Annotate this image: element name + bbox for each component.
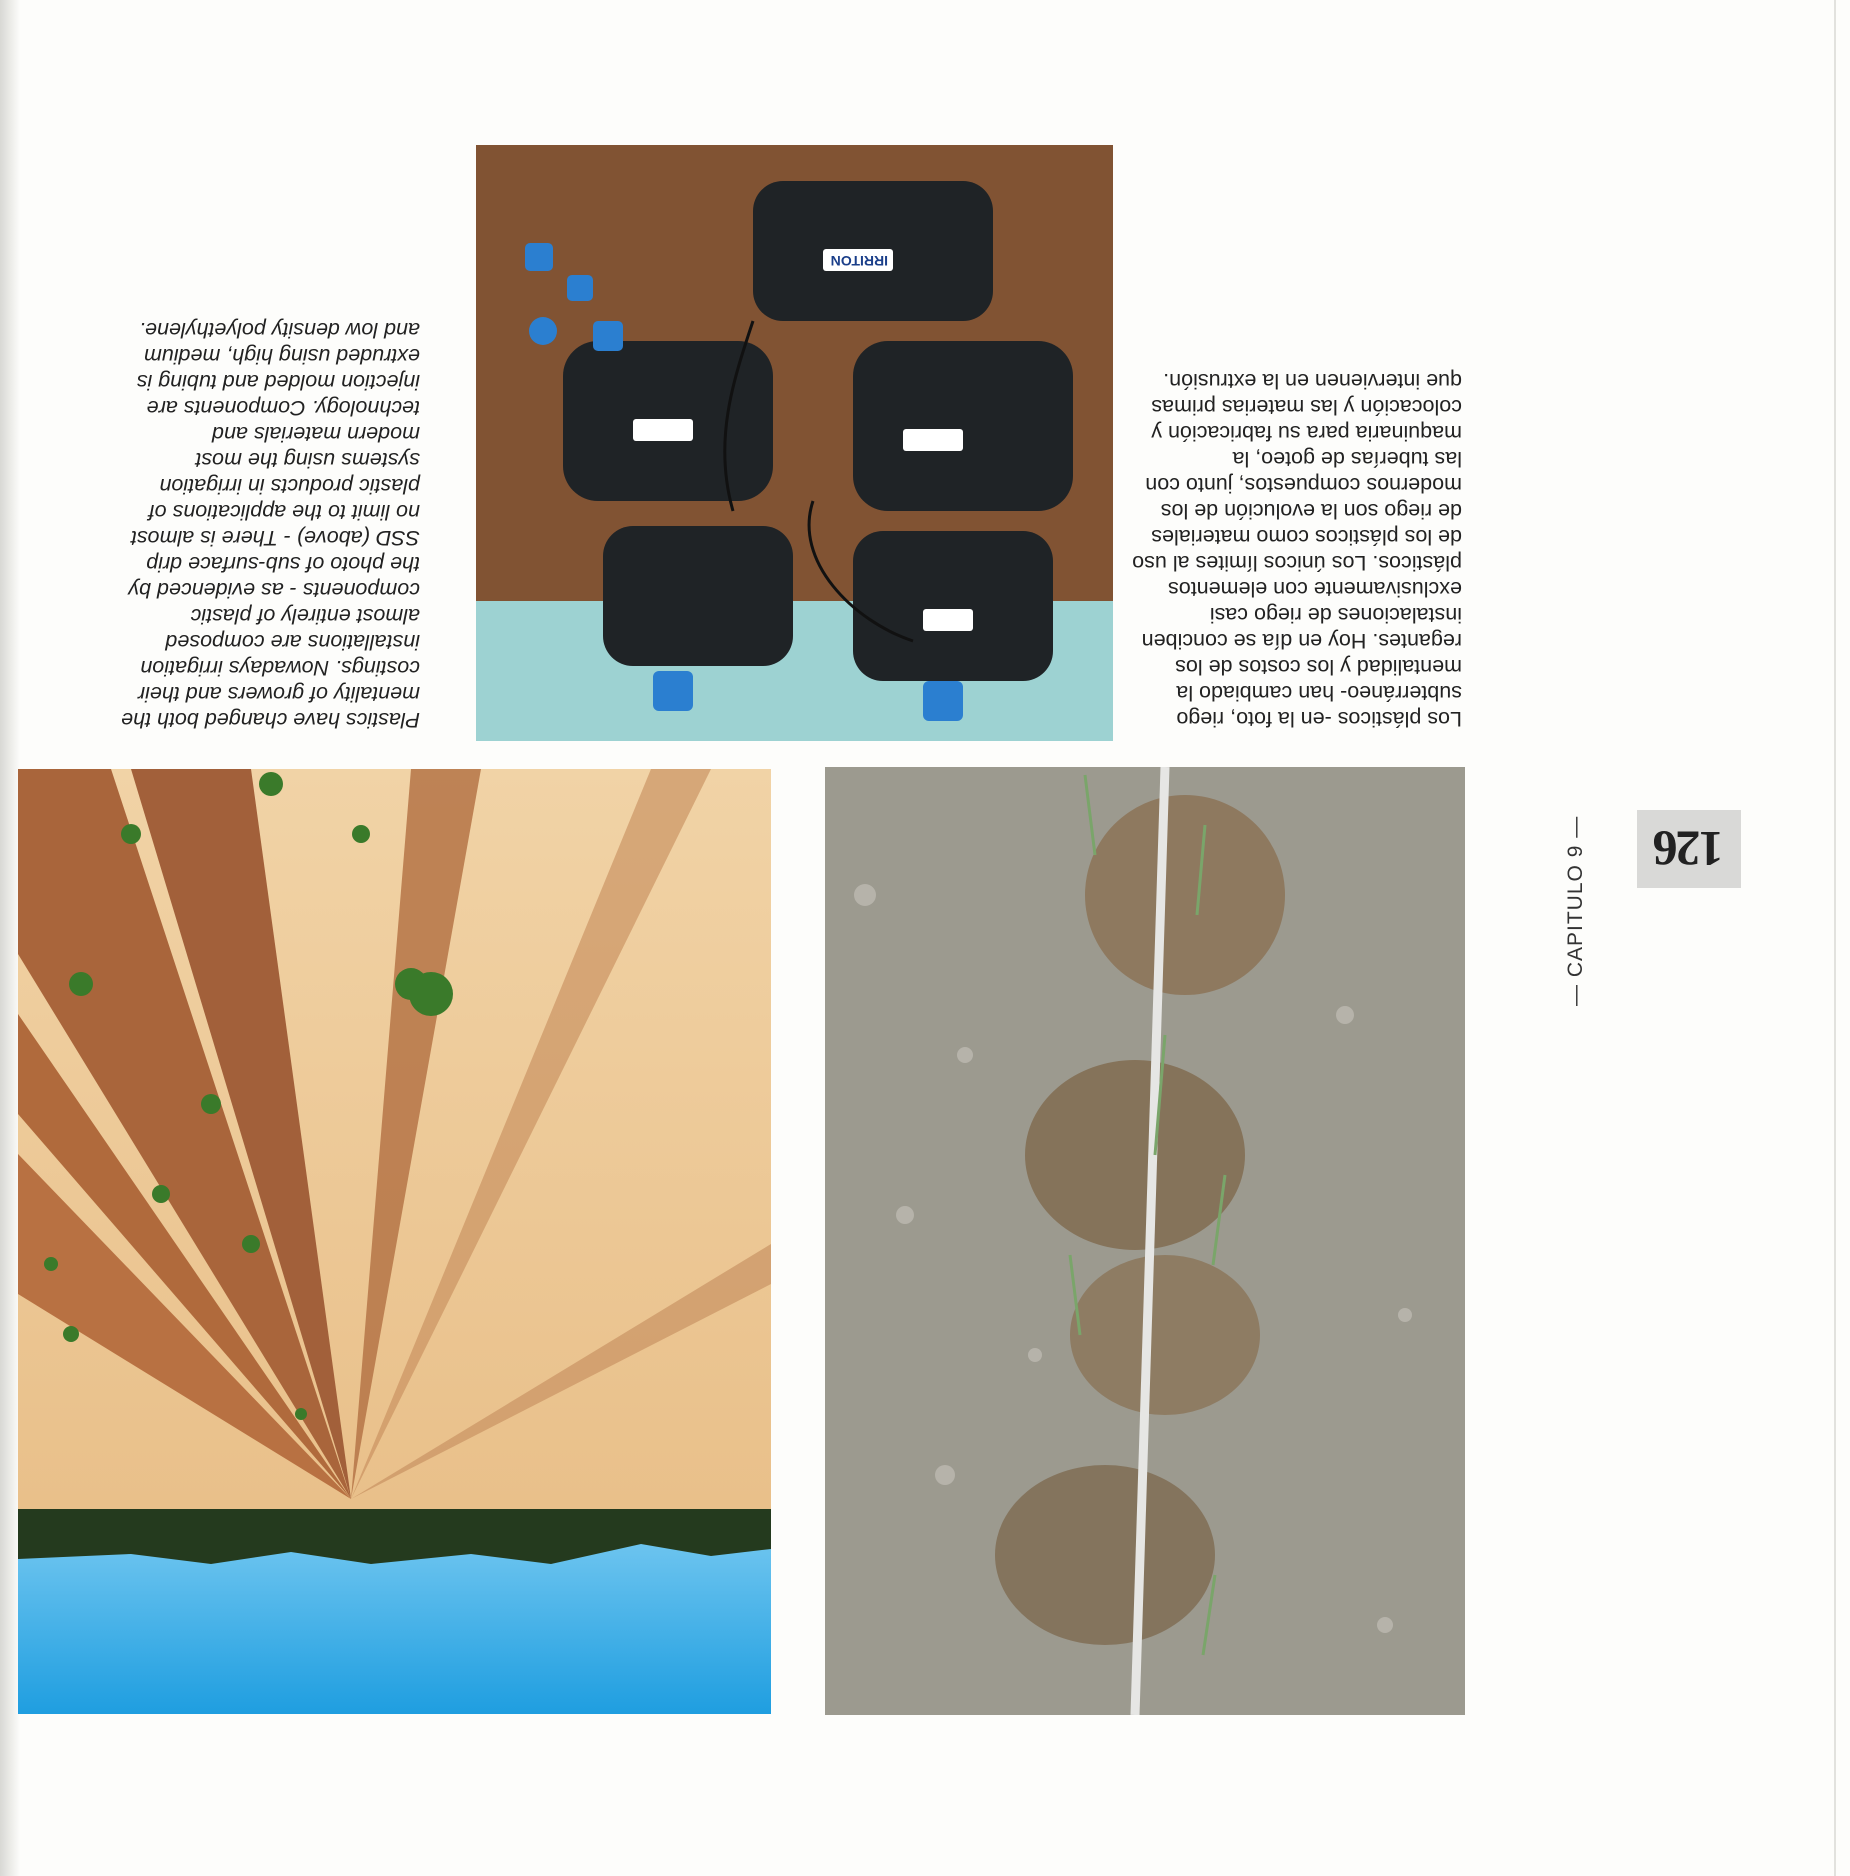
page-edge: [1834, 0, 1836, 1876]
photo-irrigation-valves: [476, 145, 1113, 741]
photo-drip-row: [825, 767, 1465, 1715]
binding-shadow: [0, 0, 20, 1876]
page-number: 126: [1654, 821, 1724, 877]
caption-spanish: Los plásticos -en la foto, riego subterráneo- han cambiado la mentalidad y los costos de los regantes. Hoy en día se conciben instalaciones de riego casi exclusivamente con elementos plásticos. Los únicos límites al uso de los plásticos como materiales de riego son la evolución de los modernos compuestos, junto con las tuberías de goteo, la maquinaria para su fabricación y colocación y las materias primas que intervienen en la extrusión.: [1132, 369, 1462, 731]
valve-brand-label: IRRITON: [830, 253, 888, 269]
photo-field-seedlings: [18, 769, 771, 1714]
chapter-label: — CAPITULO 9 —: [1564, 815, 1587, 1006]
page-number-box: [1637, 810, 1741, 888]
caption-english: Plastics have changed both the mentality of growers and their costings. Nowadays irrigation installations are composed almost entirely of plastic components - as evidenced by the photo of sub-surface drip SSD (above) - There is almost no limit to the applications of plastic products in irrigation systems using the most modern materials and technology. Components are injection molded and tubing is extruded using high, medium and low density polyethylene.: [121, 318, 420, 732]
